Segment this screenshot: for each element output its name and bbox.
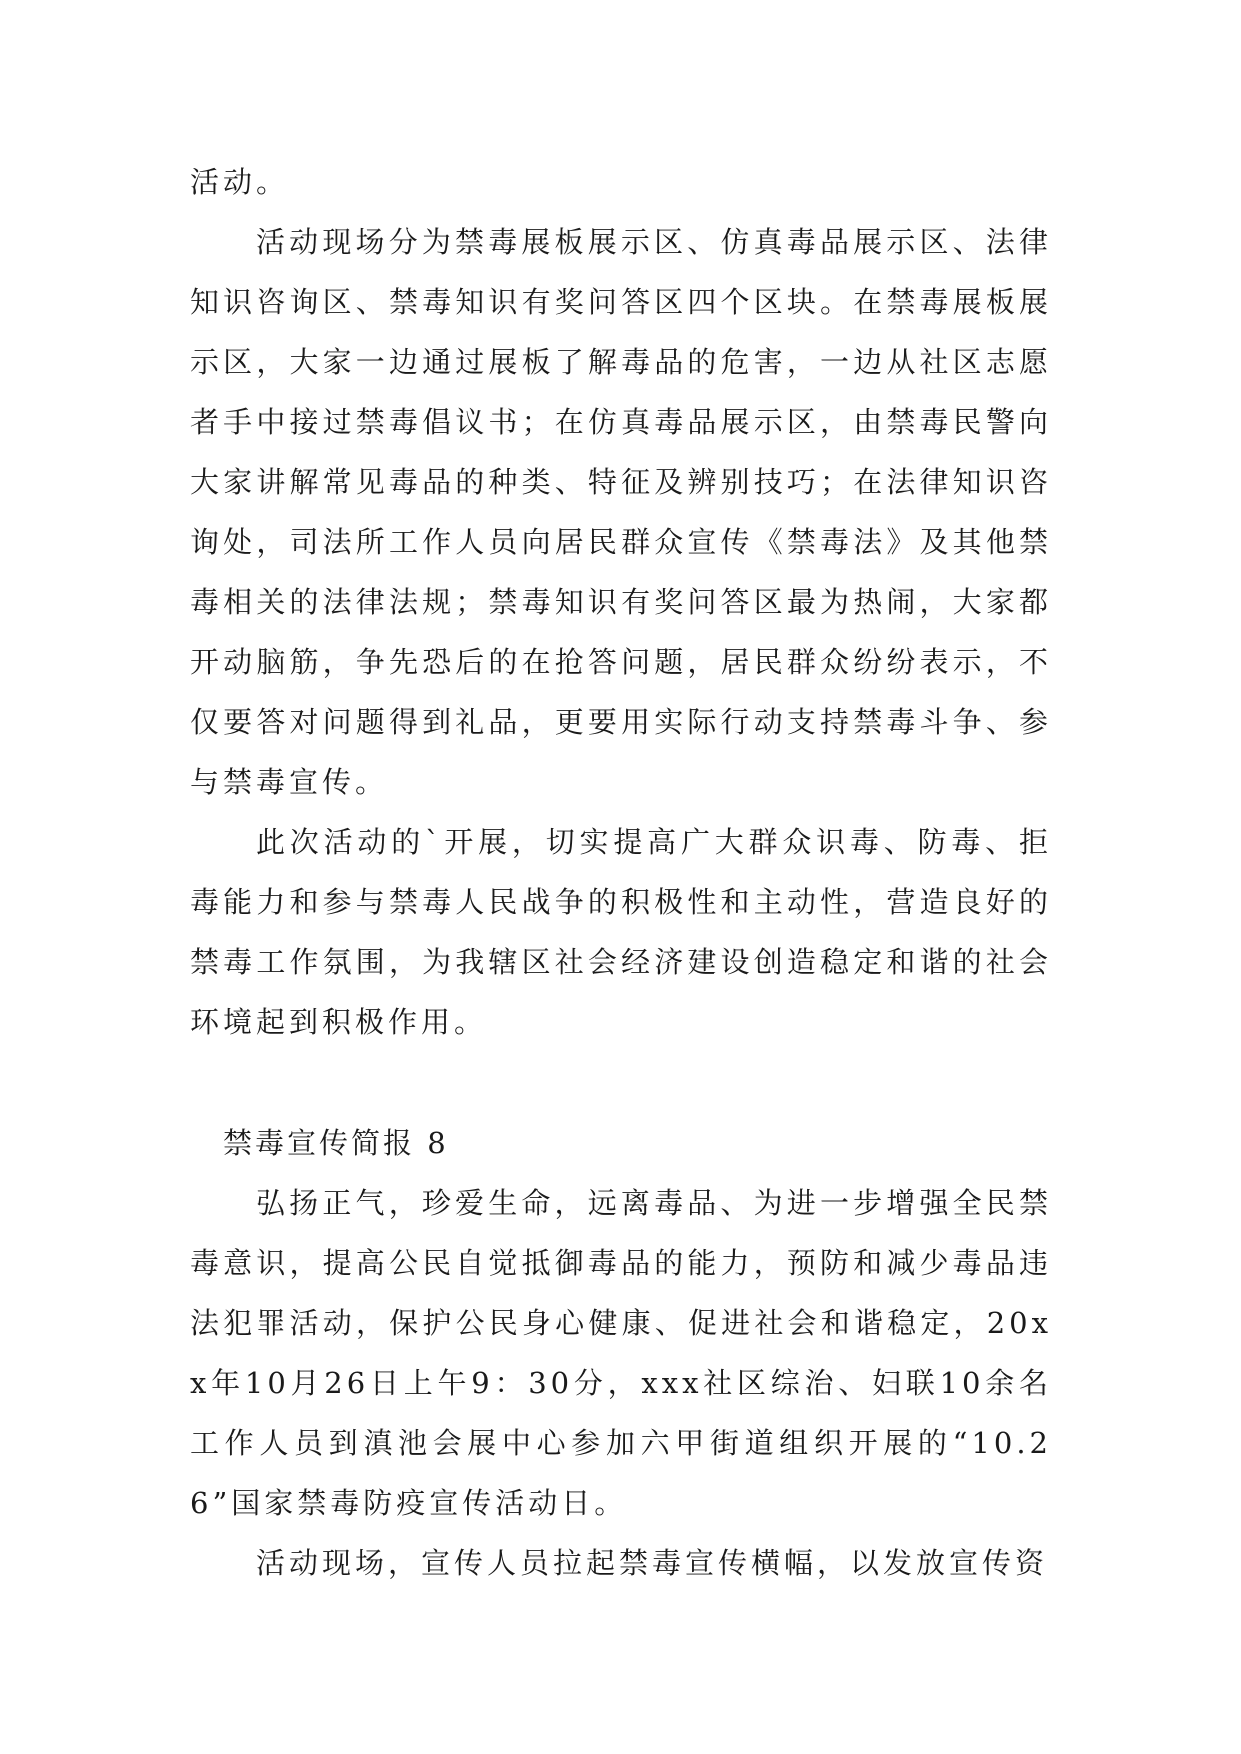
paragraph-continued: 活动。 [190, 165, 290, 199]
paragraph-activity-zones: 活动现场分为禁毒展板展示区、仿真毒品展示区、法律知识咨询区、禁毒知识有奖问答区四个区块。在禁毒展板展示区，大家一边通过展板了解毒品的危害，一边从社区志愿者手中接过禁毒倡议书；在仿真毒品展示区，由禁毒民警向大家讲解常见毒品的种类、特征及辨别技巧；在法律知识咨询处，司法所工作人员向居民群众宣传《禁毒法》及其他禁毒相关的法律法规；禁毒知识有奖问答区最为热闹，大家都开动脑筋，争先恐后的在抢答问题，居民群众纷纷表示，不仅要答对问题得到礼品，更要用实际行动支持禁毒斗争、参与禁毒宣传。 [190, 225, 1052, 799]
paragraph-intro: 弘扬正气，珍爱生命，远离毒品、为进一步增强全民禁毒意识，提高公民自觉抵御毒品的能力，预防和减少毒品违法犯罪活动，保护公民身心健康、促进社会和谐稳定，20xx年10月26日上午9：30分，xxx社区综治、妇联10余名工作人员到滇池会展中心参加六甲街道组织开展的“10.26”国家禁毒防疫宣传活动日。 [190, 1186, 1052, 1520]
paragraph-activity-scene: 活动现场，宣传人员拉起禁毒宣传横幅，以发放宣传资 [256, 1546, 1049, 1580]
document-body [190, 152, 1052, 1593]
section-title: 禁毒宣传简报 8 [223, 1126, 449, 1160]
paragraph-activity-outcome: 此次活动的`开展，切实提高广大群众识毒、防毒、拒毒能力和参与禁毒人民战争的积极性和主动性，营造良好的禁毒工作氛围，为我辖区社会经济建设创造稳定和谐的社会环境起到积极作用。 [190, 825, 1052, 1039]
